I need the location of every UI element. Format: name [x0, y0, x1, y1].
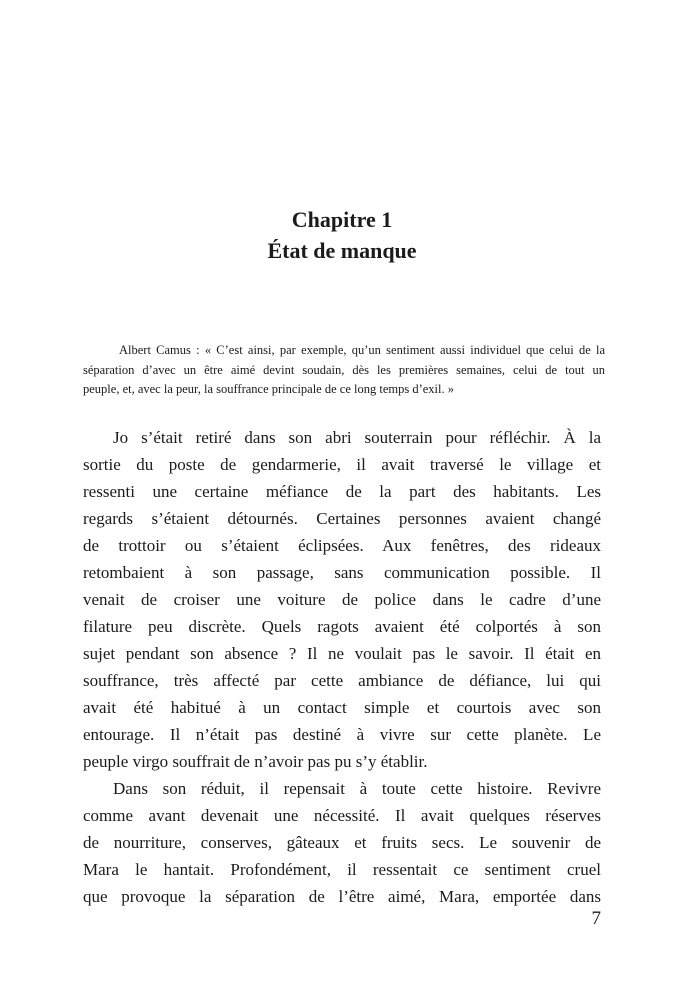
paragraph-1 — [83, 424, 601, 775]
body-line: venait de croiser une voiture de police dans le cadre d’une — [83, 590, 601, 609]
chapter-heading — [83, 204, 601, 266]
body-line: filature peu discrète. Quels ragots avaient été colportés à son — [83, 617, 601, 636]
body-line: ressenti une certaine méfiance de la part des habitants. Les — [83, 482, 601, 501]
body-line: Jo s’était retiré dans son abri souterrain pour réfléchir. À la — [113, 428, 601, 447]
body-line: souffrance, très affecté par cette ambiance de défiance, lui qui — [83, 671, 601, 690]
body-line: Mara le hantait. Profondément, il ressentait ce sentiment cruel — [83, 860, 601, 879]
epigraph-quote — [83, 341, 605, 400]
page-number: 7 — [591, 908, 601, 929]
body-line: entourage. Il n’était pas destiné à vivre sur cette planète. Le — [83, 725, 601, 744]
body-line: retombaient à son passage, sans communication possible. Il — [83, 563, 601, 582]
body-text — [83, 424, 601, 910]
epigraph-line: peuple, et, avec la peur, la souffrance principale de ce long temps d’exil. » — [83, 382, 454, 396]
body-line: sujet pendant son absence ? Il ne voulait pas le savoir. Il était en — [83, 644, 601, 663]
paragraph-2 — [83, 775, 601, 910]
body-line: peuple virgo souffrait de n’avoir pas pu s’y établir. — [83, 752, 428, 771]
body-line: de nourriture, conserves, gâteaux et fruits secs. Le souvenir de — [83, 833, 601, 852]
body-line: que provoque la séparation de l’être aimé, Mara, emportée dans — [83, 887, 601, 906]
body-line: Dans son réduit, il repensait à toute cette histoire. Revivre — [113, 779, 601, 798]
chapter-title-text: État de manque — [267, 238, 417, 263]
epigraph-line: Albert Camus : « C’est ainsi, par exemple, qu’un sentiment aussi individuel que celui de la — [119, 343, 605, 357]
body-line: regards s’étaient détournés. Certaines personnes avaient changé — [83, 509, 601, 528]
chapter-number: Chapitre 1 — [291, 207, 393, 232]
body-line: sortie du poste de gendarmerie, il avait traversé le village et — [83, 455, 601, 474]
body-line: de trottoir ou s’étaient éclipsées. Aux fenêtres, des rideaux — [83, 536, 601, 555]
body-line: comme avant devenait une nécessité. Il avait quelques réserves — [83, 806, 601, 825]
body-line: avait été habitué à un contact simple et courtois avec son — [83, 698, 601, 717]
epigraph-line: séparation d’avec un être aimé devint soudain, dès les premières semaines, celui de tout un — [83, 362, 605, 377]
